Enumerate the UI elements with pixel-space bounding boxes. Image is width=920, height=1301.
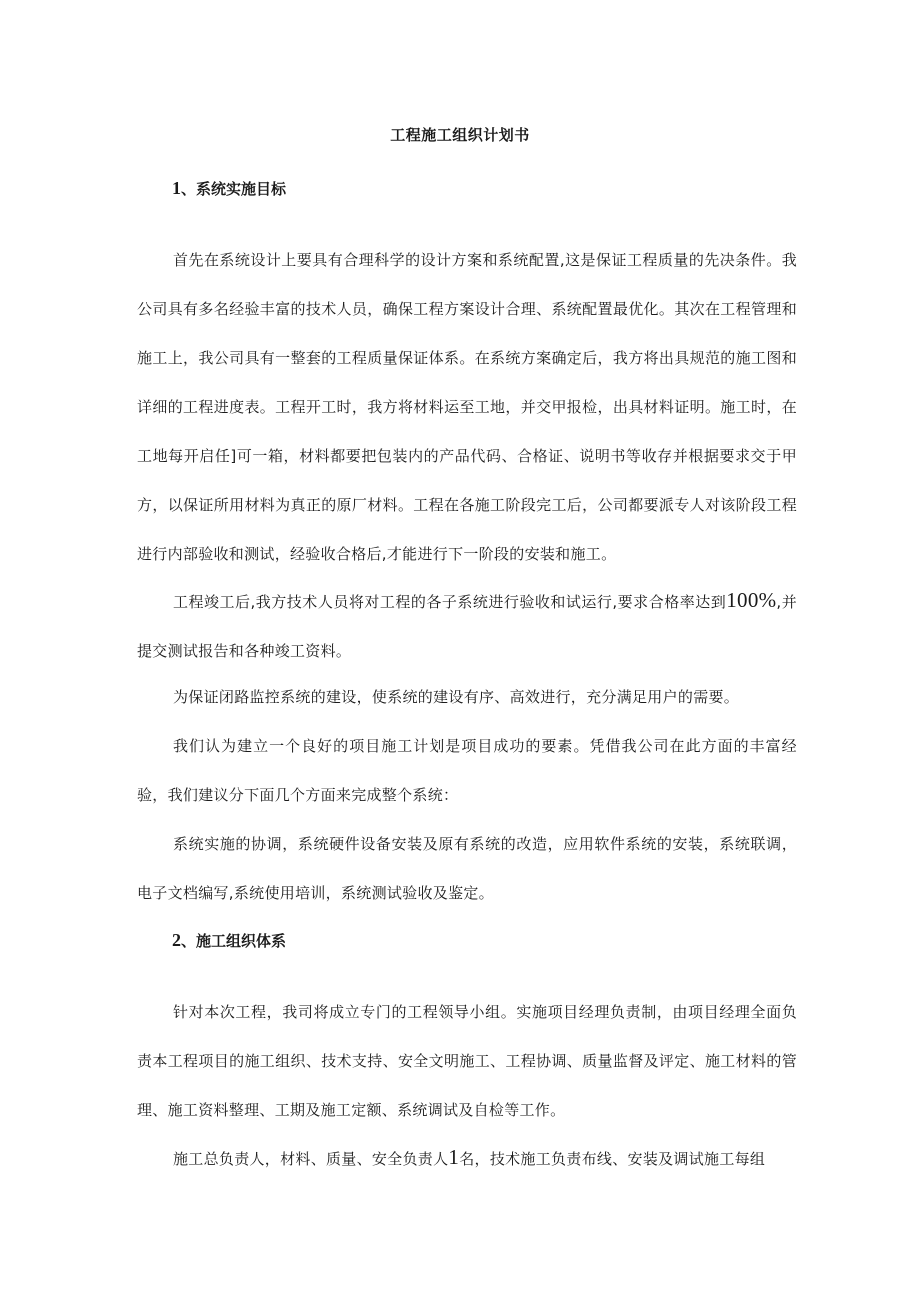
document-title: 工程施工组织计划书 — [390, 126, 530, 144]
section-2-number: 2 — [172, 930, 181, 950]
paragraph-implementation-steps: 系统实施的协调，系统硬件设备安装及原有系统的改造，应用软件系统的安装，系统联调，电子文档编写,系统使用培训，系统测试验收及鉴定。 — [137, 835, 797, 902]
acceptance-text-before: 工程竣工后,我方技术人员将对工程的各子系统进行验收和试运行,要求合格率达到 — [173, 593, 727, 611]
paragraph-staffing — [137, 1133, 797, 1184]
acceptance-rate: 100% — [726, 588, 777, 612]
paragraph-project-plan: 我们认为建立一个良好的项目施工计划是项目成功的要素。凭借我公司在此方面的丰富经验，我们建议分下面几个方面来完成整个系统： — [137, 737, 797, 804]
acceptance-text-after: ,并提交测试报告和各种竣工资料。 — [137, 593, 797, 660]
section-1-heading — [172, 178, 286, 199]
section-2-heading — [172, 930, 286, 951]
staffing-text-after: 名，技术施工负责布线、安装及调试施工每组 — [459, 1150, 766, 1168]
paragraph-leadership-group: 针对本次工程，我司将成立专门的工程领导小组。实施项目经理负责制，由项目经理全面负责本工程项目的施工组织、技术支持、安全文明施工、工程协调、质量监督及评定、施工材料的管理、施工资料整理、工期及施工定额、系统调试及自检等工作。 — [137, 1003, 797, 1119]
section-1-number: 1 — [172, 178, 181, 198]
section-2-heading-text: 、施工组织体系 — [181, 932, 287, 950]
staffing-count: 1 — [448, 1145, 460, 1169]
paragraph-cctv-goal: 为保证闭路监控系统的建设，使系统的建设有序、高效进行，充分满足用户的需要。 — [173, 688, 740, 706]
staffing-text-before: 施工总负责人，材料、质量、安全负责人 — [173, 1150, 449, 1168]
paragraph-quality-assurance: 首先在系统设计上要具有合理科学的设计方案和系统配置,这是保证工程质量的先决条件。我公司具有多名经验丰富的技术人员，确保工程方案设计合理、系统配置最优化。其次在工程管理和施工上，我公司具有一整套的工程质量保证体系。在系统方案确定后，我方将出具规范的施工图和详细的工程进度表。工程开工时，我方将材料运至工地，并交甲报检，出具材料证明。施工时，在工地每开启任]可一箱，材料都要把包装内的产品代码、合格证、说明书等收存并根据要求交于甲方，以保证所用材料为真正的原厂材料。工程在各施工阶段完工后，公司都要派专人对该阶段工程进行内部验收和测试，经验收合格后,才能进行下一阶段的安装和施工。 — [137, 251, 797, 563]
section-1-heading-text: 、系统实施目标 — [181, 180, 287, 198]
paragraph-acceptance — [137, 576, 797, 676]
